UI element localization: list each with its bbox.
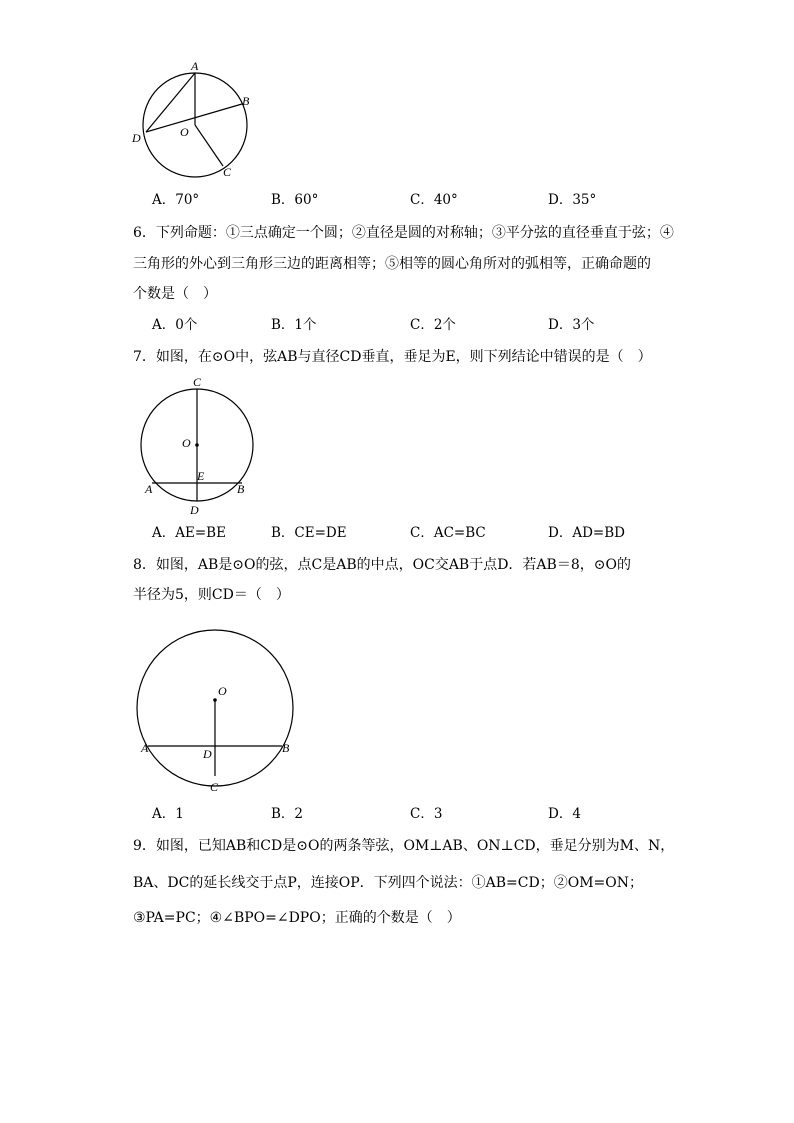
q7-option-b[interactable]: B．CE=DE xyxy=(271,525,347,541)
q7-label-o: O xyxy=(182,436,191,450)
q8-option-b[interactable]: B．2 xyxy=(271,806,304,822)
q8-label-b: B xyxy=(282,741,290,755)
q8-label-d: D xyxy=(203,747,212,761)
q8-option-d[interactable]: D．4 xyxy=(548,806,581,822)
q8-label-c: C xyxy=(210,780,219,794)
q5-option-d[interactable]: D．35° xyxy=(548,192,597,208)
q6-option-d[interactable]: D．3个 xyxy=(548,317,595,333)
q8-center-dot xyxy=(213,698,217,702)
q6-stem-line3: 个数是（ ） xyxy=(133,286,217,302)
q7-label-b: B xyxy=(237,482,245,496)
q6-option-a[interactable]: A．0个 xyxy=(152,317,198,333)
q7-option-c[interactable]: C．AC=BC xyxy=(410,525,486,541)
q7-center-dot xyxy=(195,443,199,447)
q6-option-b[interactable]: B．1个 xyxy=(271,317,317,333)
q5-option-c[interactable]: C．40° xyxy=(410,192,458,208)
q9-stem-line2: BA、DC的延长线交于点P，连接OP．下列四个说法：①AB=CD；②OM=ON； xyxy=(133,875,643,891)
q5-radius-oc xyxy=(195,125,223,166)
q5-option-b[interactable]: B．60° xyxy=(271,192,319,208)
q5-chord-ad xyxy=(146,73,195,132)
q7-label-d: D xyxy=(190,503,199,517)
q7-label-a: A xyxy=(145,482,153,496)
q8-stem-line1: 8．如图，AB是⊙O的弦，点C是AB的中点，OC交AB于点D．若AB＝8，⊙O的 xyxy=(133,557,631,573)
q8-option-c[interactable]: C．3 xyxy=(410,806,443,822)
q9-stem-line3: ③PA=PC；④∠BPO=∠DPO；正确的个数是（ ） xyxy=(133,910,461,926)
q8-option-a[interactable]: A．1 xyxy=(152,806,184,822)
q8-circle-figure xyxy=(132,628,302,798)
q6-stem-line2: 三角形的外心到三角形三边的距离相等；⑤相等的圆心角所对的弧相等，正确命题的 xyxy=(133,256,651,272)
q5-label-d: D xyxy=(132,131,141,145)
q8-label-o: O xyxy=(218,684,227,698)
q5-label-o: O xyxy=(180,125,189,139)
q5-label-a: A xyxy=(191,59,199,73)
q7-stem: 7．如图，在⊙O中，弦AB与直径CD垂直，垂足为E，则下列结论中错误的是（ ） xyxy=(133,349,652,365)
q7-label-c: C xyxy=(193,375,202,389)
q5-label-b: B xyxy=(242,94,250,108)
q8-stem-line2: 半径为5，则CD＝（ ） xyxy=(133,587,290,603)
q7-option-a[interactable]: A．AE=BE xyxy=(152,525,226,541)
q9-stem-line1: 9．如图，已知AB和CD是⊙O的两条等弦，OM⊥AB、ON⊥CD，垂足分别为M、N， xyxy=(133,838,675,854)
q5-chord-db xyxy=(146,104,242,132)
q5-label-c: C xyxy=(223,165,232,178)
q7-option-d[interactable]: D．AD=BD xyxy=(548,525,625,541)
q6-stem-line1: 6．下列命题：①三点确定一个圆；②直径是圆的对称轴；③平分弦的直径垂直于弦；④ xyxy=(133,225,674,241)
q5-option-a[interactable]: A．70° xyxy=(152,192,200,208)
q7-circle-figure xyxy=(136,372,256,520)
q8-label-a: A xyxy=(141,741,149,755)
q6-option-c[interactable]: C．2个 xyxy=(410,317,456,333)
q7-label-e: E xyxy=(197,469,205,483)
q5-circle-figure xyxy=(128,58,258,178)
